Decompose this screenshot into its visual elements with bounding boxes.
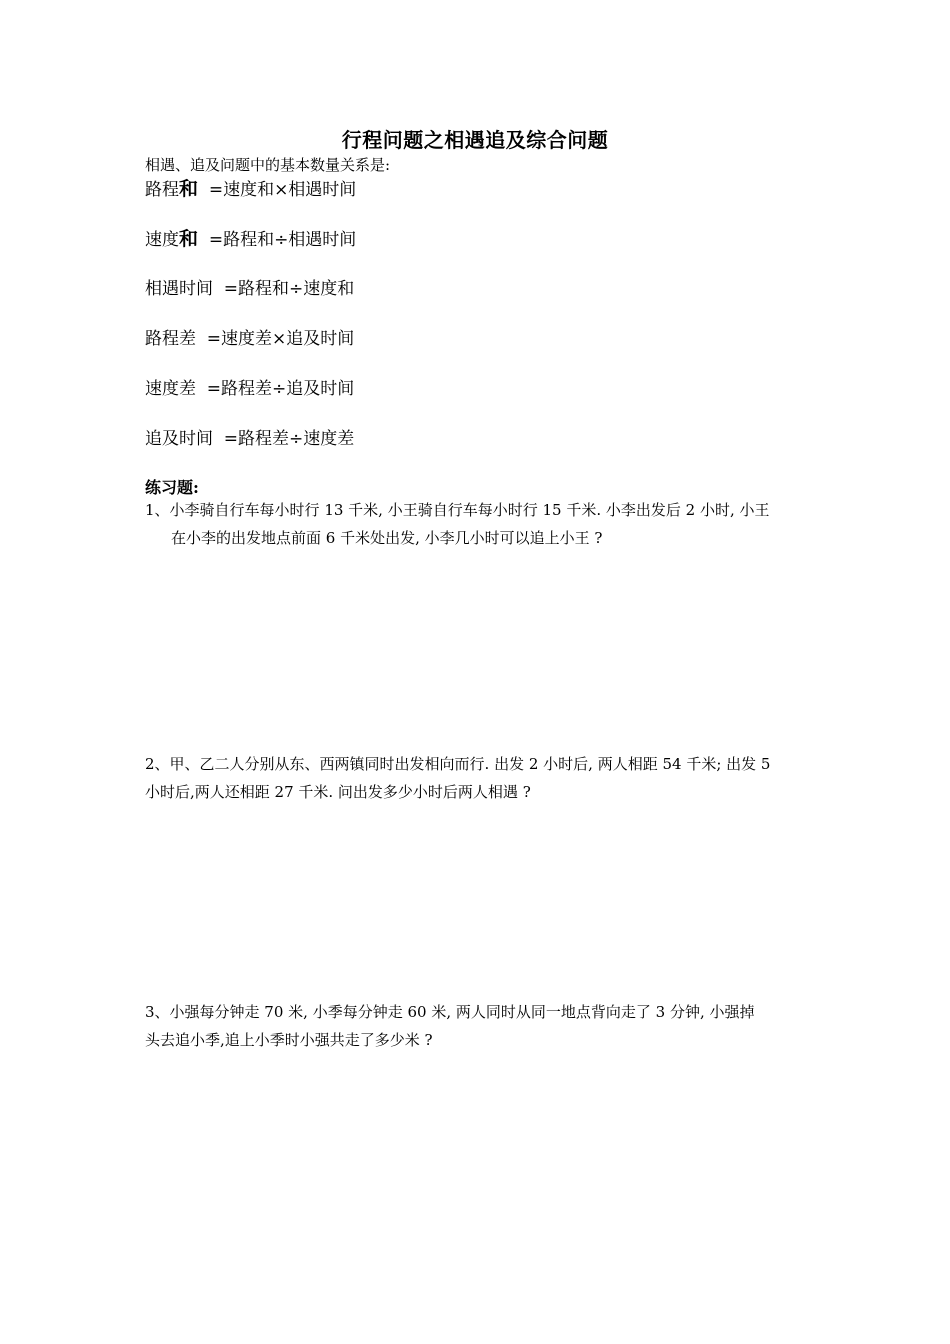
formula-2 (145, 224, 356, 251)
formula-5-lhs: 速度差 (145, 379, 196, 399)
problem-3 (145, 998, 810, 1054)
formula-2-bold: 和 (179, 228, 199, 250)
formula-2-lhs: 速度 (145, 230, 179, 250)
problem-2 (145, 750, 810, 806)
problem-3-line-1: 3、小强每分钟走 70 米, 小季每分钟走 60 米, 两人同时从同一地点背向走了 3 分钟, 小强掉 (145, 1003, 755, 1021)
formula-6-rhs: =路程差÷速度差 (213, 429, 355, 449)
formula-1-bold: 和 (179, 178, 199, 200)
problem-1-line-2: 在小李的出发地点前面 6 千米处出发, 小李几小时可以追上小王 ? (171, 529, 603, 547)
formula-1-lhs: 路程 (145, 180, 179, 200)
formula-4-lhs: 路程差 (145, 329, 196, 349)
formula-2-rhs: =路程和÷相遇时间 (198, 230, 357, 250)
document-title: 行程问题之相遇追及综合问题 (341, 128, 609, 152)
problem-3-line-2: 头去追小季,追上小季时小强共走了多少米 ? (145, 1031, 433, 1049)
problem-2-line-2: 小时后,两人还相距 27 千米. 问出发多少小时后两人相遇 ? (145, 783, 531, 801)
problem-1 (145, 496, 810, 552)
formula-6-lhs: 追及时间 (145, 429, 213, 449)
problem-1-answer-space[interactable] (145, 560, 810, 740)
problem-1-line-1: 1、小李骑自行车每小时行 13 千米, 小王骑自行车每小时行 15 千米. 小李出发后 2 小时, 小王 (145, 501, 770, 519)
formula-1-rhs: =速度和×相遇时间 (198, 180, 357, 200)
formula-3-lhs: 相遇时间 (145, 279, 213, 299)
formula-6 (145, 424, 354, 449)
formula-5 (145, 374, 354, 399)
problem-2-answer-space[interactable] (145, 812, 810, 992)
formula-3-rhs: =路程和÷速度和 (213, 279, 355, 299)
formula-5-rhs: =路程差÷追及时间 (196, 379, 355, 399)
formula-4 (145, 324, 354, 349)
problem-2-line-1: 2、甲、乙二人分别从东、西两镇同时出发相向而行. 出发 2 小时后, 两人相距 54 千米; 出发 5 (145, 755, 771, 773)
formula-1 (145, 174, 356, 201)
problem-3-answer-space[interactable] (145, 1060, 810, 1260)
exercise-heading: 练习题: (145, 478, 199, 497)
formula-3 (145, 274, 354, 299)
intro-text: 相遇、追及问题中的基本数量关系是: (145, 156, 391, 174)
formula-4-rhs: =速度差×追及时间 (196, 329, 355, 349)
